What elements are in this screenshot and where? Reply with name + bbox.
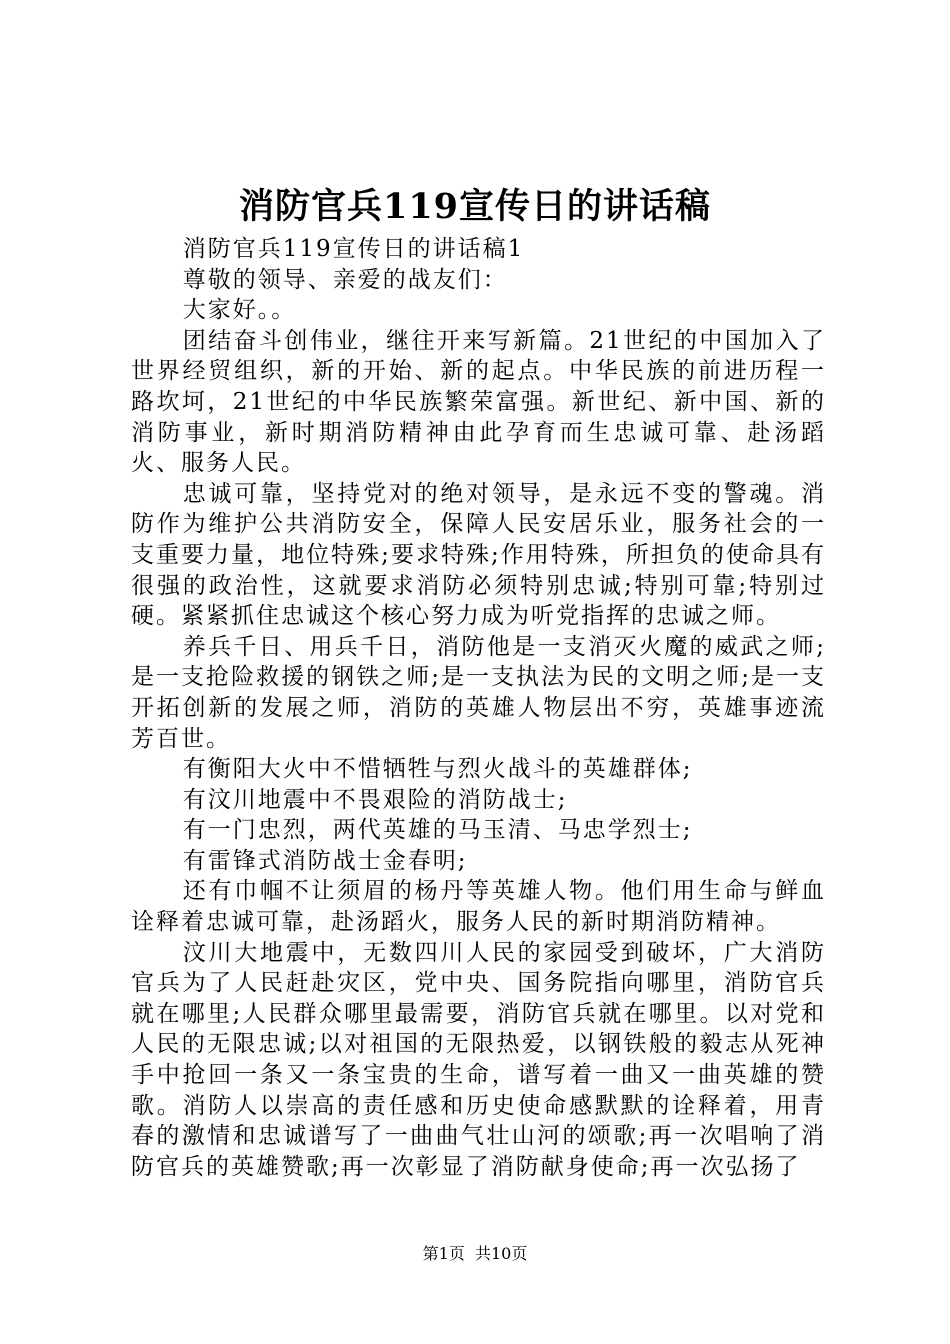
paragraph: 有一门忠烈，两代英雄的马玉清、马忠学烈士;	[182, 817, 693, 844]
paragraph: 尊敬的领导、亲爱的战友们：	[182, 266, 508, 293]
paragraph: 有汶川地震中不畏艰险的消防战士;	[182, 786, 568, 813]
paragraph: 团结奋斗创伟业，继往开来写新篇。21世纪的中国加入了世界经贸组织，新的开始、新的起点。中华民族的前进历程一路坎坷，21世纪的中华民族繁荣富强。新世纪、新中国、新的消防事业，新时期消防精神由此孕育而生忠诚可靠、赴汤蹈火、服务人民。	[131, 327, 826, 477]
page-footer: 第1页 共10页	[422, 1244, 528, 1263]
paragraph: 大家好。。	[182, 297, 297, 324]
paragraph: 有衡阳大火中不惜牺牲与烈火战斗的英雄群体;	[182, 756, 693, 783]
paragraph: 忠诚可靠，坚持党对的绝对领导，是永远不变的警魂。消防作为维护公共消防安全，保障人民安居乐业，服务社会的一支重要力量，地位特殊;要求特殊;作用特殊，所担负的使命具有很强的政治性，这就要求消防必须特别忠诚;特别可靠;特别过硬。紧紧抓住忠诚这个核心努力成为听党指挥的忠诚之师。	[131, 480, 826, 630]
paragraph: 汶川大地震中，无数四川人民的家园受到破坏，广大消防官兵为了人民赶赴灾区，党中央、国务院指向哪里，消防官兵就在哪里;人民群众哪里最需要，消防官兵就在哪里。以对党和人民的无限忠诚;以对祖国的无限热爱，以钢铁般的毅志从死神手中抢回一条又一条宝贵的生命，谱写着一曲又一曲英雄的赞歌。消防人以崇高的责任感和历史使命感默默的诠释着，用青春的激情和忠诚谱写了一曲曲气壮山河的颂歌;再一次唱响了消防官兵的英雄赞歌;再一次彰显了消防献身使命;再一次弘扬了	[131, 939, 826, 1180]
paragraph: 消防官兵119宣传日的讲话稿1	[182, 236, 525, 262]
document-body	[131, 234, 826, 1182]
paragraph: 养兵千日、用兵千日，消防他是一支消灭火魔的威武之师;是一支抢险救援的钢铁之师;是一支执法为民的文明之师;是一支开拓创新的发展之师，消防的英雄人物层出不穷，英雄事迹流芳百世。	[131, 633, 826, 752]
paragraph: 还有巾帼不让须眉的杨丹等英雄人物。他们用生命与鲜血诠释着忠诚可靠，赴汤蹈火，服务人民的新时期消防精神。	[131, 878, 826, 936]
paragraph: 有雷锋式消防战士金春明;	[182, 847, 468, 874]
document-title: 消防官兵119宣传日的讲话稿	[238, 186, 712, 227]
